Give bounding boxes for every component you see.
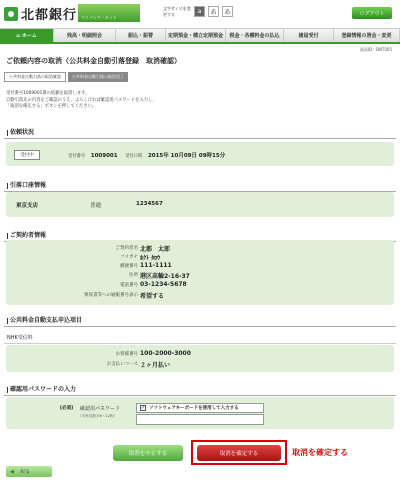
field-label: ご契約者名	[115, 246, 138, 251]
logo-text: 北都銀行	[21, 8, 78, 23]
password-label: 確認用パスワード	[80, 406, 121, 412]
status-section-title: 依頼状況	[4, 127, 396, 139]
logout-button[interactable]: ログアウト	[352, 7, 392, 19]
step-confirm: 公共料金自動引落の取消確認	[4, 72, 66, 82]
intro-line: 「取消を確定する」ボタンを押してください。	[6, 104, 97, 110]
text-size-control	[163, 6, 233, 17]
logo-mark-icon	[4, 7, 18, 21]
password-input[interactable]	[136, 414, 264, 425]
intro-line: 受付番号1009001番の依頼を取消します。	[6, 91, 90, 96]
field-label: 電話番号	[120, 283, 138, 288]
software-keyboard-toggle[interactable]	[136, 403, 264, 413]
bank-logo[interactable]	[4, 4, 77, 23]
nav-home-label: ホーム	[21, 32, 37, 39]
password-section-title: 確認用パスワードの入力	[4, 384, 396, 396]
account-panel	[6, 192, 394, 217]
screen-id: 画面ID：BNT005	[359, 47, 392, 52]
back-button[interactable]: ◀ 戻る	[6, 466, 52, 477]
confirm-annotation: 取消を確定する	[292, 448, 348, 457]
text-size-medium-button[interactable]: あ	[208, 6, 219, 17]
account-section-title: 引落口座情報	[4, 180, 396, 192]
field-label: フリガナ	[120, 255, 138, 260]
step-complete: 公共料金自動引落の取消完了	[68, 72, 128, 82]
intro-text	[6, 91, 157, 111]
text-size-small-button[interactable]: a	[194, 6, 205, 17]
nav-transfer[interactable]: 振込・振替	[116, 29, 166, 42]
banner-text: マイバンク・ネット	[81, 15, 117, 20]
field-label: 郵便番号	[120, 264, 138, 269]
field-value: 111-1111	[140, 262, 172, 269]
account-number	[136, 201, 163, 207]
software-keyboard-label: ソフトウェアキーボードを使用して入力する	[149, 406, 239, 411]
required-mark: [必須]	[60, 406, 74, 411]
account-branch	[16, 201, 38, 209]
account-number-value: 1234567	[136, 201, 163, 207]
field-value: ２ヶ月払い	[140, 362, 171, 369]
cancel-abort-button[interactable]: 取消を中止する	[113, 445, 183, 461]
field-value: 100-2000-3000	[140, 350, 191, 357]
field-value: 港区高輪2-16-37	[140, 273, 190, 280]
header	[0, 0, 400, 28]
field-value: 希望する	[140, 293, 165, 300]
home-icon: ⌂	[16, 32, 20, 39]
receipt-date: 2015年 10月09日 09時15分	[147, 153, 226, 159]
status-badge: 受付中	[14, 150, 40, 160]
receipt-row	[68, 151, 225, 159]
confirm-cancel-button[interactable]: 取消を確定する	[197, 445, 281, 461]
text-size-large-button[interactable]: あ	[222, 6, 233, 17]
receipt-no-label: 受付番号	[68, 154, 86, 159]
nav-notification[interactable]: 諸届受付	[284, 29, 334, 42]
nav-home[interactable]	[0, 29, 54, 42]
utility-fields	[0, 351, 400, 371]
password-note: （半角英数字6〜12桁）	[78, 414, 118, 418]
field-value: ﾎｸﾄ ﾀﾛｳ	[140, 255, 161, 262]
text-size-label: 文字サイズを変更する	[163, 6, 191, 17]
page-title: ご依頼内容の取消（公共料金自動引落登録 取消確認）	[6, 57, 181, 65]
receipt-date-label: 受付日時	[125, 154, 143, 159]
field-value: 03-1234-5678	[140, 281, 187, 288]
nav-balance[interactable]: 残高・明細照会	[54, 29, 116, 42]
receipt-no: 1009001	[90, 153, 118, 159]
branch-name: 東京支店	[16, 203, 39, 209]
service-banner	[78, 4, 140, 22]
global-nav	[0, 28, 400, 44]
field-value: 北都 太郎	[140, 246, 171, 253]
step-indicator	[4, 72, 128, 82]
field-label: 領収書等への通帳番号表示	[84, 293, 138, 298]
account-type	[90, 201, 101, 209]
utility-section-title: 公共料金自動支払申込項目	[4, 315, 396, 327]
software-keyboard-checkbox[interactable]: ✓	[141, 405, 146, 411]
contractor-section-title: ご契約者情報	[4, 230, 396, 242]
nav-deposit[interactable]: 定期預金・積立定期預金	[166, 29, 226, 42]
field-label: お客様番号	[115, 352, 138, 357]
nav-payment[interactable]: 税金・各種料金の払込	[226, 29, 284, 42]
nav-registration[interactable]: 登録情報の照会・変更	[334, 29, 400, 42]
contractor-fields	[0, 245, 400, 305]
intro-line: 自動引落先の内容をご確認のうえ、よろしければ確認用パスワードを入力し、	[6, 97, 157, 103]
utility-subtitle: NHK受信料	[4, 334, 396, 344]
field-label: 住所	[129, 273, 138, 278]
field-label: お支払いコース	[106, 362, 138, 367]
account-type-value: 普通	[90, 203, 102, 209]
